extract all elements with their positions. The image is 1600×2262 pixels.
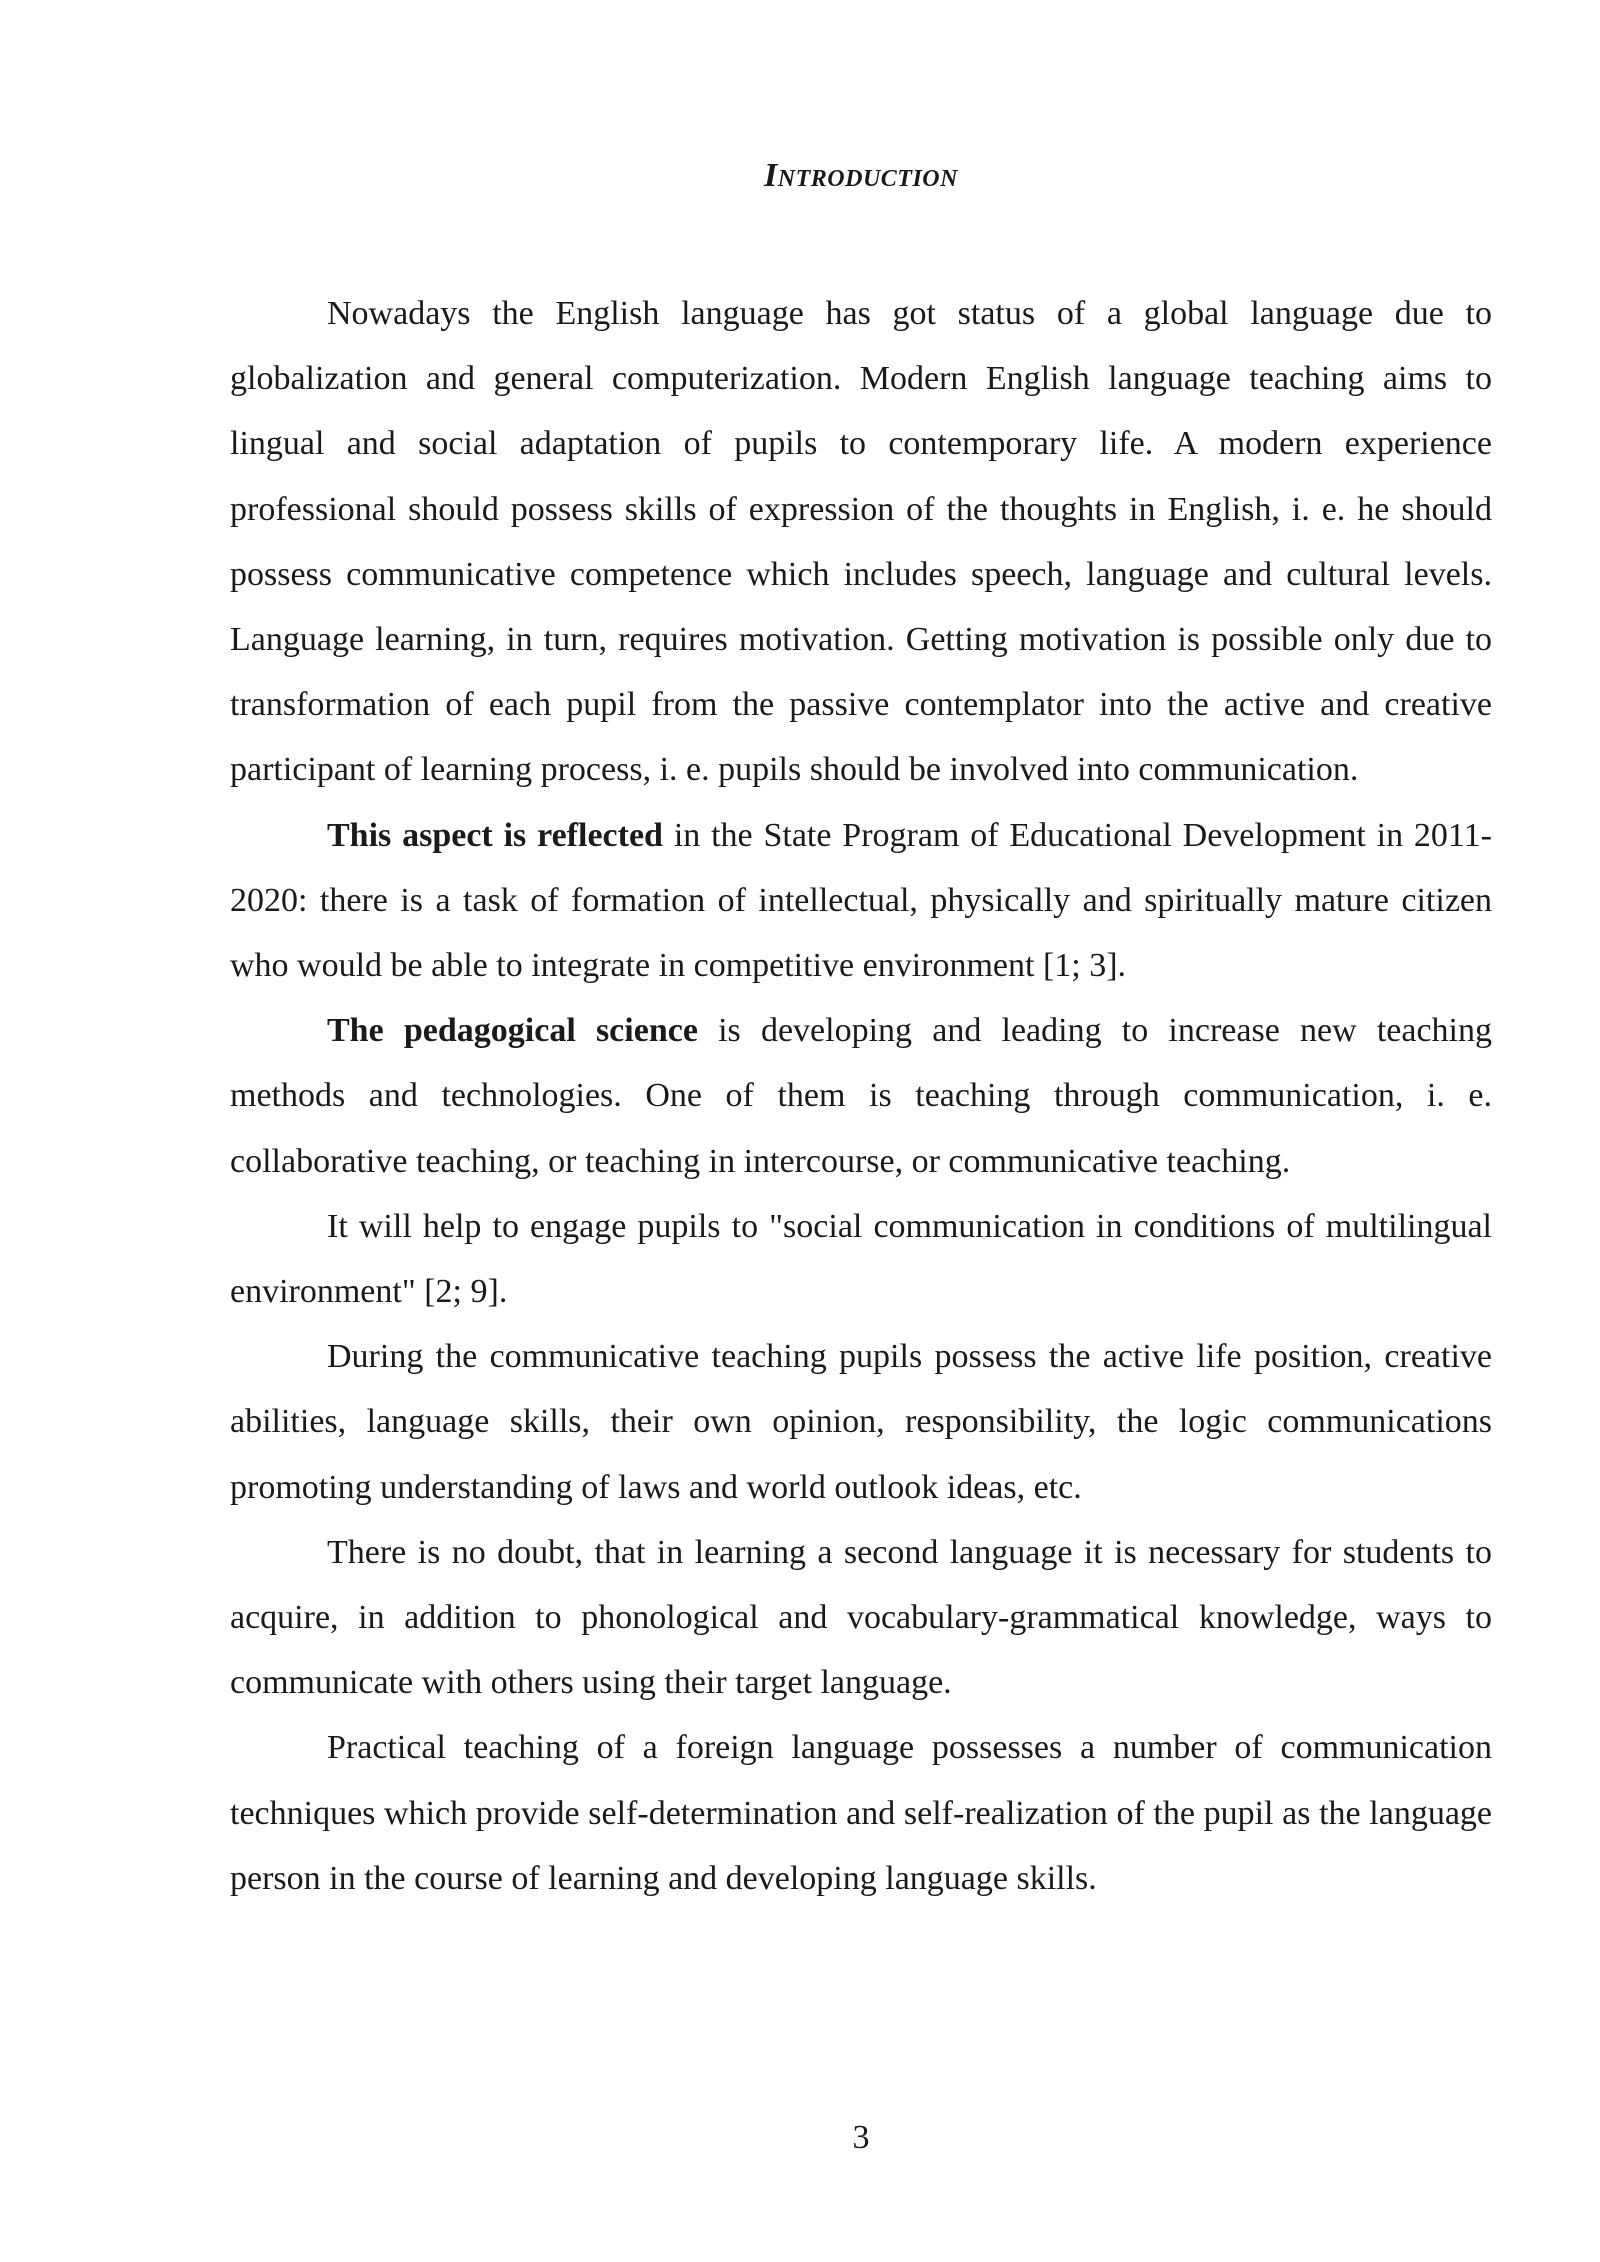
body-text <box>230 281 1492 1911</box>
paragraph-3 <box>230 998 1492 1194</box>
paragraph-5 <box>230 1324 1492 1520</box>
paragraph-5-text: During the communicative teaching pupils possess the active life position, creative abilities, language skills, their own opinion, responsibility, the logic communications promoting understanding of laws and world outlook ideas, etc. <box>230 1338 1492 1506</box>
section-heading: Introduction <box>764 157 958 194</box>
paragraph-6-text: There is no doubt, that in learning a second language it is necessary for students to acquire, in addition to phonological and vocabulary-grammatical knowledge, ways to communicate with others using their target language. <box>230 1533 1492 1702</box>
paragraph-1-text: Nowadays the English language has got status of a global language due to globalization and general computerization. Modern English language teaching aims to lingual and social adaptation of pupils to contemporary life. A modern experience professional should possess skills of expression of the thoughts in English, i. e. he should possess communicative competence which includes speech, language and cultural levels. Language learning, in turn, requires motivation. Getting motivation is possible only due to transformation of each pupil from the passive contemplator into the active and creative participant of learning process, i. e. pupils should be involved into communication. <box>230 295 1492 789</box>
paragraph-4 <box>230 1194 1492 1324</box>
paragraph-3-text: is developing and leading to increase new teaching methods and technologies. One of them is teaching through communication, i. e. collaborative teaching, or teaching in intercourse, or communicative teaching. <box>230 1012 1492 1180</box>
paragraph-2-lead: This aspect is reflected <box>327 816 663 854</box>
paragraph-7 <box>230 1715 1492 1911</box>
paragraph-6 <box>230 1520 1492 1716</box>
paragraph-7-text: Practical teaching of a foreign language possesses a number of communication techniques which provide self-determination and self-realization of the pupil as the language person in the course of learning and developing language skills. <box>230 1729 1492 1897</box>
page-number: 3 <box>852 2119 870 2156</box>
paragraph-2-text: in the State Program of Educational Development in 2011-2020: there is a task of formation of intellectual, physically and spiritually mature citizen who would be able to integrate in competitive environment [1; 3]. <box>230 816 1492 985</box>
paragraph-4-text: It will help to engage pupils to "social communication in conditions of multilingual environment" [2; 9]. <box>230 1207 1492 1311</box>
paragraph-2 <box>230 803 1492 999</box>
paragraph-1 <box>230 281 1492 803</box>
paragraph-3-lead: The pedagogical science <box>327 1012 698 1050</box>
